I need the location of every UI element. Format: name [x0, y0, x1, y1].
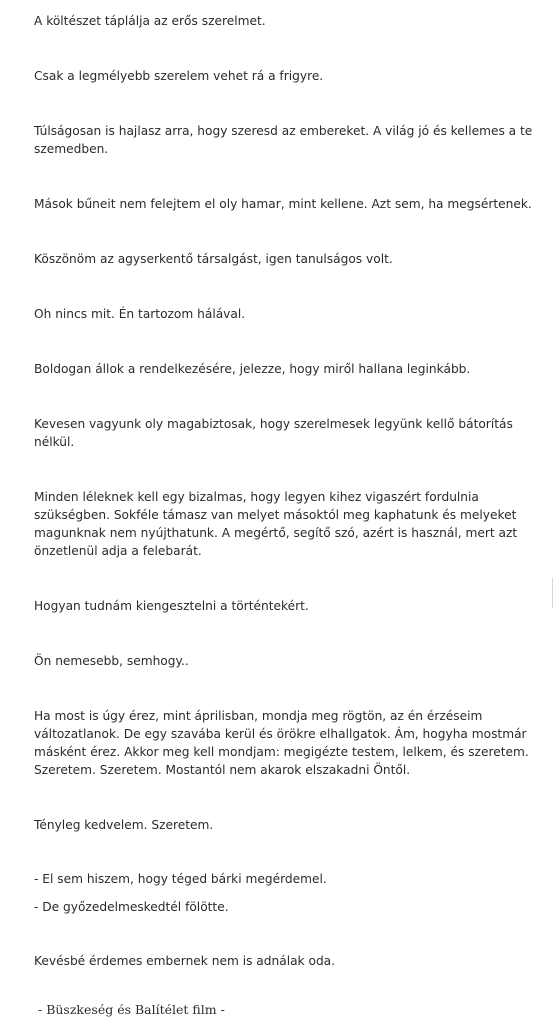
- quote-7: Boldogan állok a rendelkezésére, jelezze, hogy miről hallana leginkább.: [34, 362, 471, 376]
- quote-8: Kevesen vagyunk oly magabiztosak, hogy szerelmesek legyünk kellő bátorítás nélkül.: [34, 417, 513, 449]
- quote-14: - El sem hiszem, hogy téged bárki megérdemel.: [34, 872, 327, 886]
- quote-16: Kevésbé érdemes embernek nem is adnálak oda.: [34, 954, 336, 968]
- quote-1: A költészet táplálja az erős szerelmet.: [34, 14, 266, 28]
- quote-5: Köszönöm az agyserkentő társalgást, igen tanulságos volt.: [34, 252, 393, 266]
- quote-12: Ha most is úgy érez, mint áprilisban, mondja meg rögtön, az én érzéseim változatlanok. De egy szavába kerül és örökre elhallgatok. Ám, hogyha mostmár másként érez. Akkor meg kell mondjam: megigézte testem, lelkem, és szeretem. Szeretem. Szeretem. Mostantól nem akarok elszakadni Öntől.: [34, 709, 529, 777]
- quote-6: Oh nincs mit. Én tartozom hálával.: [34, 307, 246, 321]
- film-credit: - Büszkeség és Balítélet film -: [38, 1002, 225, 1017]
- quote-2: Csak a legmélyebb szerelem vehet rá a frigyre.: [34, 69, 324, 83]
- quote-4: Mások bűneit nem felejtem el oly hamar, mint kellene. Azt sem, ha megsértenek.: [34, 197, 532, 211]
- quote-10: Hogyan tudnám kiengesztelni a történtekért.: [34, 599, 309, 613]
- quote-11: Ön nemesebb, semhogy..: [34, 654, 189, 668]
- edge-divider: [552, 578, 553, 608]
- quote-15: - De győzedelmeskedtél fölötte.: [34, 900, 229, 914]
- quote-13: Tényleg kedvelem. Szeretem.: [34, 818, 214, 832]
- quote-3: Túlságosan is hajlasz arra, hogy szeresd az embereket. A világ jó és kellemes a te szemedben.: [34, 124, 533, 156]
- quote-9: Minden léleknek kell egy bizalmas, hogy legyen kihez vigaszért fordulnia szükségben. Sokféle támasz van melyet másoktól meg kaphatunk és melyeket magunknak nem nyújthatunk. A megértő, segítő szó, azért is használ, mert azt önzetlenül adja a felebarát.: [34, 490, 518, 558]
